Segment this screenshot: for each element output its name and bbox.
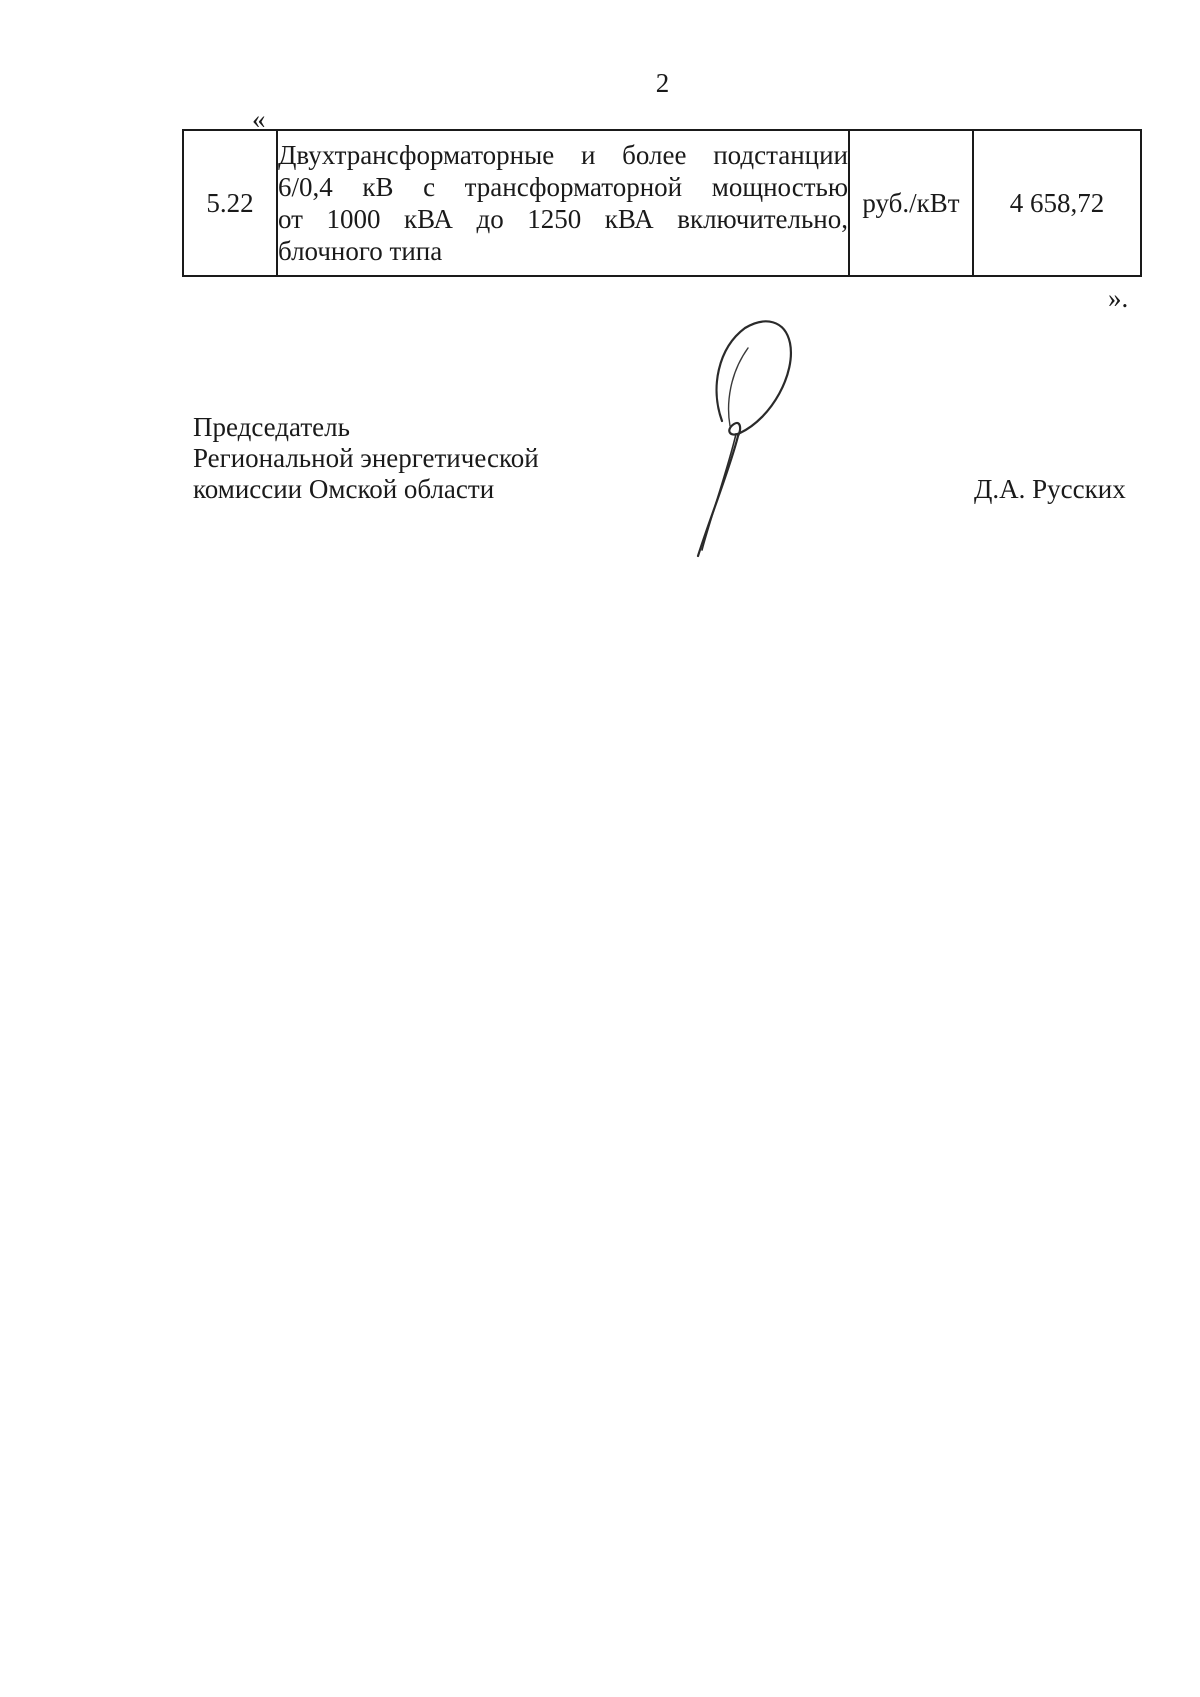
signatory-name: Д.А. Русских	[974, 474, 1126, 504]
description-line: блочного типа	[278, 236, 443, 266]
description-line: 6/0,4 кВ с трансформаторной мощностью	[278, 172, 848, 202]
table-row	[183, 130, 1141, 276]
description-line: Двухтрансформаторные и более подстанции	[278, 140, 848, 170]
signatory-title-line: Председатель	[193, 412, 350, 442]
handwritten-signature	[690, 318, 840, 563]
tariff-table	[182, 129, 1142, 277]
signatory-title	[193, 412, 539, 505]
row-unit: руб./кВт	[849, 130, 973, 276]
row-value: 4 658,72	[973, 130, 1141, 276]
closing-quote: ».	[1108, 283, 1129, 313]
description-line: от 1000 кВА до 1250 кВА включительно,	[278, 204, 848, 234]
signatory-title-line: комиссии Омской области	[193, 474, 495, 504]
opening-quote: «	[252, 104, 266, 134]
page-number: 2	[655, 68, 670, 98]
row-number: 5.22	[183, 130, 277, 276]
row-description	[277, 130, 849, 276]
signatory-title-line: Региональной энергетической	[193, 443, 539, 473]
